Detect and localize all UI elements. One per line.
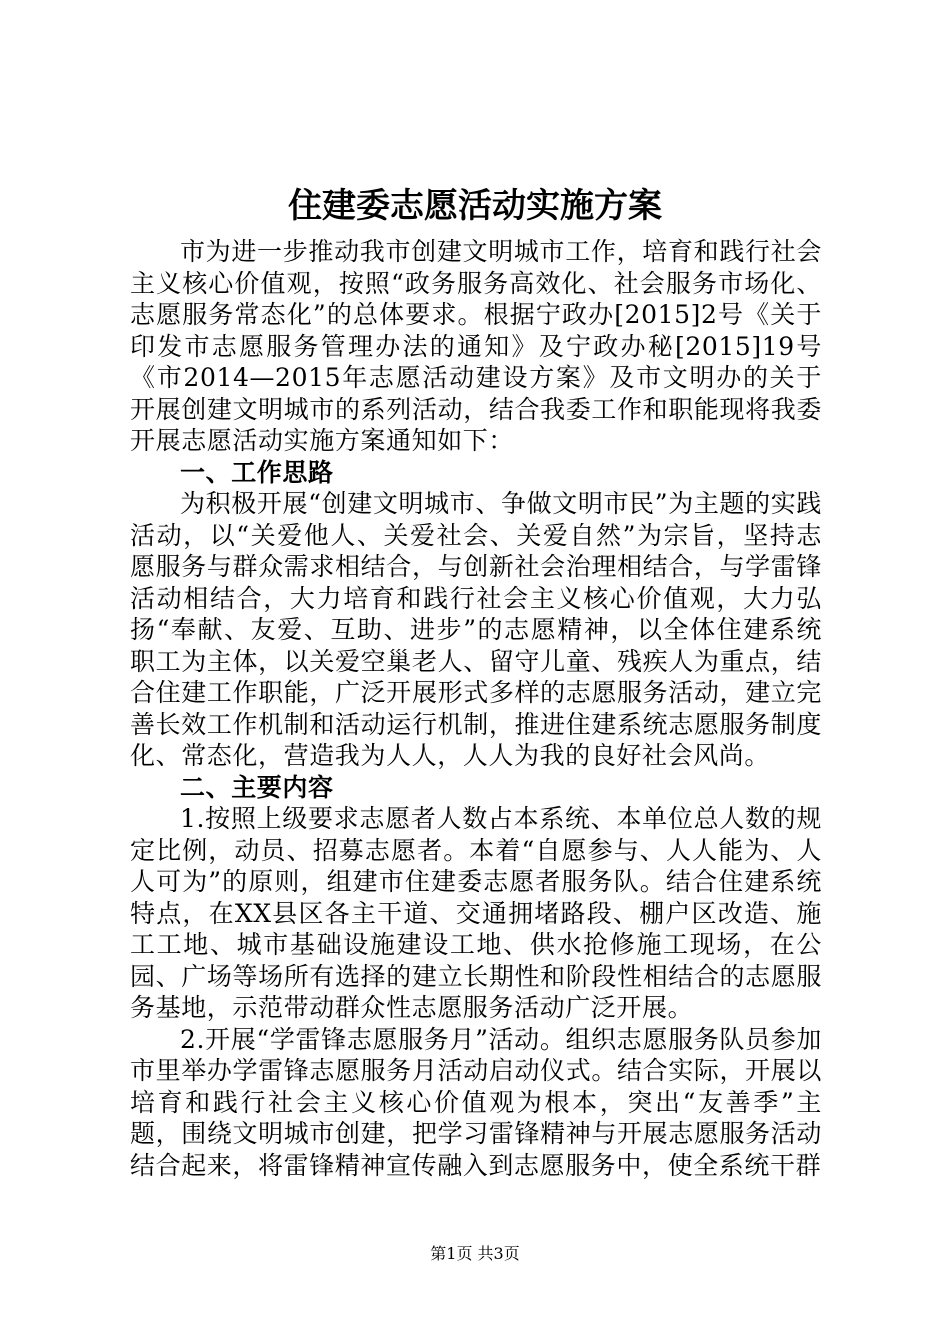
section-heading-work-approach: 一、工作思路 bbox=[180, 457, 334, 487]
content-item-1-paragraph: 1.按照上级要求志愿者人数占本系统、本单位总人数的规定比例，动员、招募志愿者。本着“自愿参与、人人能为、人人可为”的原则，组建市住建委志愿者服务队。结合住建系统特点，在XX县区各主干道、交通拥堵路段、棚户区改造、施工工地、城市基础设施建设工地、供水抢修施工现场，在公园、广场等场所有选择的建立长期性和阶段性相结合的志愿服务基地，示范带动群众性志愿服务活动广泛开展。 bbox=[130, 804, 822, 1022]
work-approach-paragraph: 为积极开展“创建文明城市、争做文明市民”为主题的实践活动，以“关爱他人、关爱社会、关爱自然”为宗旨，坚持志愿服务与群众需求相结合，与创新社会治理相结合，与学雷锋活动相结合，大力培育和践行社会主义核心价值观，大力弘扬“奉献、友爱、互助、进步”的志愿精神，以全体住建系统职工为主体，以关爱空巢老人、留守儿童、残疾人为重点，结合住建工作职能，广泛开展形式多样的志愿服务活动，建立完善长效工作机制和活动运行机制，推进住建系统志愿服务制度化、常态化，营造我为人人，人人为我的良好社会风尚。 bbox=[130, 489, 822, 770]
document-title: 住建委志愿活动实施方案 bbox=[288, 186, 662, 226]
document-body bbox=[130, 236, 822, 1181]
section-heading-main-content: 二、主要内容 bbox=[180, 772, 334, 802]
intro-paragraph: 市为进一步推动我市创建文明城市工作，培育和践行社会主义核心价值观，按照“政务服务高效化、社会服务市场化、志愿服务常态化”的总体要求。根据宁政办[2015]2号《关于印发市志愿服务管理办法的通知》及宁政办秘[2015]19号《市2014—2015年志愿活动建设方案》及市文明办的关于开展创建文明城市的系列活动，结合我委工作和职能现将我委开展志愿活动实施方案通知如下： bbox=[130, 237, 822, 455]
content-item-2-paragraph: 2.开展“学雷锋志愿服务月”活动。组织志愿服务队员参加市里举办学雷锋志愿服务月活动启动仪式。结合实际，开展以培育和践行社会主义核心价值观为根本，突出“友善季”主题，围绕文明城市创建，把学习雷锋精神与开展志愿服务活动结合起来，将雷锋精神宣传融入到志愿服务中，使全系统干群 bbox=[130, 1024, 822, 1180]
page-number-footer: 第1页 共3页 bbox=[430, 1244, 520, 1263]
